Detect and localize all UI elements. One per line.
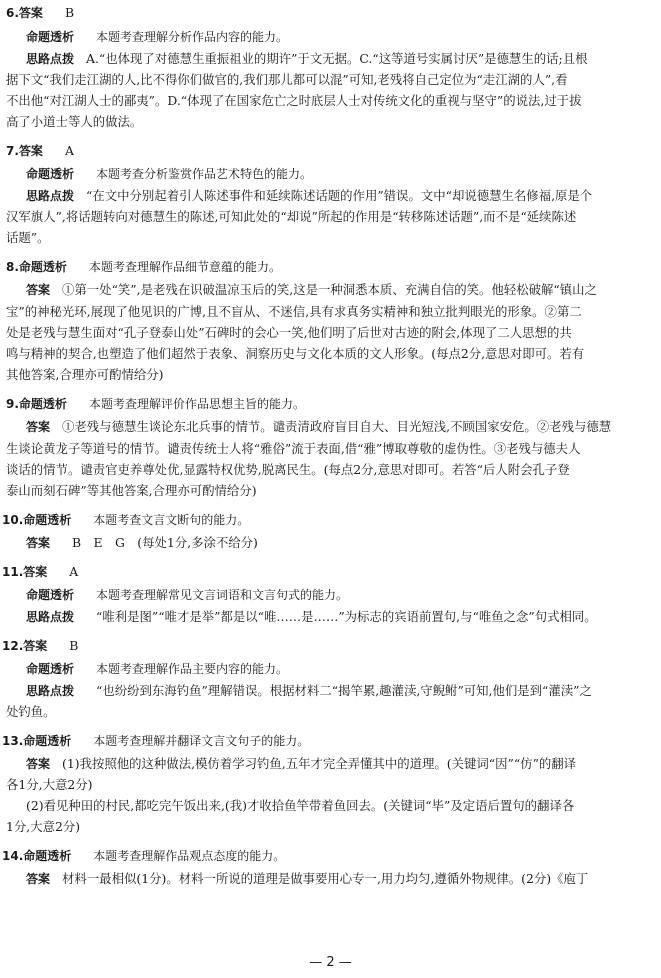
page-number: — 2 — — [309, 955, 352, 970]
q7-answer-line: 7.答案 A — [6, 143, 74, 158]
q6-answer-value: B — [64, 5, 75, 20]
q13-answer-line-1: 答案 (1)我按照他的这种做法,模仿着学习钓鱼,五年才完全弄懂其中的道理。(关键词“因”“仿”的翻译 — [26, 756, 577, 771]
q11-answer-value: A — [69, 564, 79, 579]
q11-analysis-line: 命题透析 本题考查理解常见文言词语和文言句式的能力。 — [26, 588, 349, 602]
q9-answer-line-2: 生谈论黄龙子等道号的情节。谴责传统士人将“雅俗”流于表面,借“雅”博取尊敬的虚伪性。③老残与德夫人 — [6, 441, 581, 456]
q8-answer-line-2: 宝”的神秘光环,展现了他见识的广博,且不盲从、不迷信,具有求真务实精神和独立批判眼光的形象。②第二 — [6, 304, 582, 319]
q13-answer-line-3: (2)看见种田的村民,都吃完午饭出来,(我)才收拾鱼竿带着鱼回去。(关键词“毕”及定语后置句的翻译各 — [26, 798, 575, 813]
q6-tips-line-4: 高了小道士等人的做法。 — [6, 114, 143, 129]
q7-tips-line-1: 思路点拨 “在文中分别起着引人陈述事件和延续陈述话题的作用”错误。文中“却说德慧生名修福,原是个 — [26, 188, 593, 203]
q12-tips-line-2: 处钓鱼。 — [6, 704, 56, 719]
q7-tips-line-3: 话题”。 — [6, 230, 50, 245]
q8-answer-line-5: 其他答案,合理亦可酌情给分) — [6, 367, 164, 382]
q8-answer-line-4: 鸣与精神的契合,也塑造了他们超然于表象、洞察历史与文化本质的文人形象。(每点2分,意思对即可。若有 — [6, 346, 585, 361]
q12-answer-value: B — [69, 638, 79, 653]
q14-analysis-line: 14.命题透析 本题考查理解作品观点态度的能力。 — [2, 849, 286, 863]
q8-answer-line-1: 答案 ①第一处“笑”,是老残在识破温凉玉后的笑,这是一种洞悉本质、充满自信的笑。他轻松破解“镇山之 — [26, 282, 597, 297]
q6-analysis-line: 命题透析 本题考查理解分析作品内容的能力。 — [26, 30, 289, 44]
q8-answer-line-3: 处是老残与慧生面对“孔子登泰山处”石碑时的会心一笑,他们明了后世对古迹的附会,体现了二人思想的共 — [6, 325, 572, 340]
q13-answer-line-4: 1分,大意2分) — [6, 819, 81, 834]
q12-tips-line-1: 思路点拨 “也纷纷到东海钓鱼”理解错误。根据材料二“揭竿累,趣灌渎,守鲵鲋”可知,他们是到“灌渎”之 — [26, 683, 592, 698]
q11-answer-line: 11.答案 A — [2, 564, 79, 579]
q10-analysis-line: 10.命题透析 本题考查文言文断句的能力。 — [2, 513, 250, 527]
q6-tips-line-3: 不出他“对江湖人士的鄙夷”。D.“体现了在国家危亡之时底层人士对传统文化的重视与坚守”的说法,过于拔 — [6, 93, 582, 108]
q10-answer-line: 答案 B E G (每处1分,多涂不给分) — [26, 535, 258, 550]
q13-analysis-line: 13.命题透析 本题考查理解并翻译文言文句子的能力。 — [2, 734, 310, 748]
q9-answer-line-4: 泰山而刻石碑”等其他答案,合理亦可酌情给分) — [6, 483, 257, 498]
q14-answer-line: 答案 材料一最相似(1分)。材料一所说的道理是做事要用心专一,用力均匀,遵循外物规律。(2分)《庖丁 — [26, 871, 589, 886]
q12-analysis-line: 命题透析 本题考查理解作品主要内容的能力。 — [26, 662, 289, 676]
q8-analysis-line: 8.命题透析 本题考查理解作品细节意蕴的能力。 — [6, 260, 281, 274]
q13-answer-line-2: 各1分,大意2分) — [6, 777, 93, 792]
q11-tips-line: 思路点拨 “唯利是图”“唯才是举”都是以“唯……是……”为标志的宾语前置句,与“唯鱼之念”句式相同。 — [26, 609, 597, 624]
q9-answer-line-3: 谈话的情节。谴责官吏养尊处优,显露特权优势,脱离民生。(每点2分,意思对即可。若答“后人附会孔子登 — [6, 462, 570, 477]
q7-tips-line-2: 汉军旗人”,将话题转向对德慧生的陈述,可知此处的“却说”所起的作用是“转移陈述话题”,而不是“延续陈述 — [6, 209, 577, 224]
q7-analysis-line: 命题透析 本题考查分析鉴赏作品艺术特色的能力。 — [26, 167, 313, 181]
q9-answer-line-1: 答案 ①老残与德慧生谈论东北兵事的情节。谴责清政府盲目自大、目光短浅,不顾国家安危。②老残与德慧 — [26, 419, 612, 434]
q12-answer-line: 12.答案 B — [2, 638, 79, 653]
q6-tips-line-1: 思路点拨 A.“也体现了对德慧生重振祖业的期许”于文无据。C.“这等道号实属讨厌”是德慧生的话;且根 — [26, 51, 588, 66]
q6-answer-line: 6.答案 B — [6, 5, 75, 20]
q7-answer-value: A — [64, 143, 74, 158]
q6-tips-line-2: 据下文“我们走江湖的人,比不得你们做官的,我们那儿都可以混”可知,老残将自己定位为“走江湖的人”,看 — [6, 72, 568, 87]
q9-analysis-line: 9.命题透析 本题考查理解评价作品思想主旨的能力。 — [6, 397, 305, 411]
